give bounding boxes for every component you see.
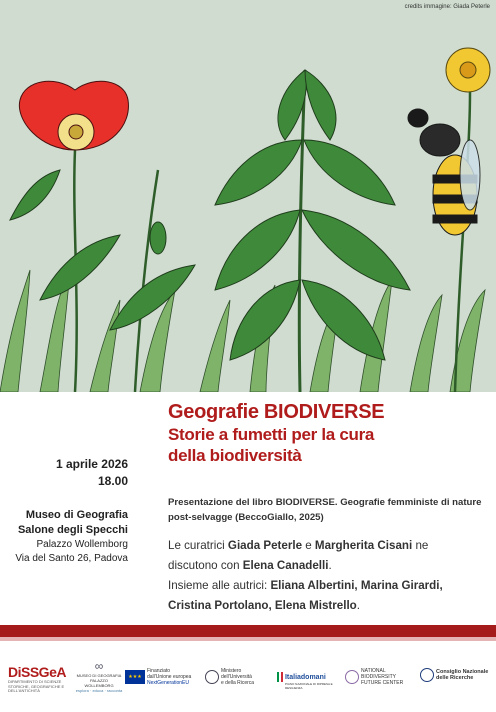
speakers-line-3 (168, 576, 488, 596)
author-names: Cristina Portolano, Elena Mistrello (168, 599, 357, 612)
text: ne (412, 539, 429, 552)
museo-icon: ∞ (94, 659, 104, 673)
museo-geografia-logo (75, 660, 123, 700)
venue-room: Salone degli Specchi (17, 524, 128, 536)
speaker-name: Elena Canadelli (242, 559, 329, 572)
speakers-line-2 (168, 556, 488, 576)
nbfc-line: BIODIVERSITY (361, 674, 397, 680)
author-names: Eliana Albertini, Marina Girardi, (270, 579, 443, 592)
title-line-1: Geografie BIODIVERSE (168, 401, 385, 423)
text: e (302, 539, 315, 552)
mur-logo (205, 668, 275, 708)
text: . (328, 559, 332, 572)
eu-line: Finanziato (147, 668, 171, 674)
cnr-line: delle Ricerche (436, 675, 474, 681)
emblem-icon (205, 670, 219, 684)
eu-flag-icon: ★★★ (125, 670, 145, 684)
eu-logo (125, 668, 195, 708)
italiadomani-name: Italiadomani (284, 673, 326, 681)
event-date: 1 aprile 2026 (55, 457, 128, 471)
venue-name: Museo di Geografia (25, 509, 128, 521)
eu-line: dall'Unione europea (147, 674, 192, 680)
dissgea-subtitle: DIPARTIMENTO DI SCIENZE STORICHE, GEOGRAFICHE E DELL'ANTICHITÀ (8, 679, 65, 693)
event-time: 18.00 (97, 474, 128, 488)
mur-line: e della Ricerca (221, 680, 255, 686)
cnr-icon (420, 668, 434, 682)
image-credit: credits immagine: Giada Peterle (404, 4, 490, 10)
event-venue (15, 508, 128, 566)
title-line-2: Storie a fumetti per la cura (168, 425, 375, 444)
eu-line: NextGenerationEU (147, 680, 189, 686)
italiadomani-sub: PIANO NAZIONALE DI RIPRESA E RESILIENZA (285, 682, 333, 690)
text: Insieme alle autrici: (168, 579, 271, 592)
speakers (168, 536, 488, 616)
title-line-3: della biodiversità (168, 446, 302, 465)
cnr-logo (420, 668, 492, 708)
speakers-line-1 (168, 536, 488, 556)
nbfc-line: FUTURE CENTER (361, 680, 404, 686)
speaker-name: Margherita Cisani (314, 539, 413, 552)
text: Le curatrici (168, 539, 228, 552)
footer-bar-light (0, 637, 496, 641)
mur-line: dell'Università (221, 674, 252, 680)
nbfc-line: NATIONAL (361, 668, 386, 674)
museo-tagline: esplora · educa · racconta (75, 688, 123, 693)
italiadomani-logo (277, 672, 337, 712)
cnr-line: Consiglio Nazionale (436, 669, 489, 675)
presentation-line-2: post-selvagge (BeccoGiallo, 2025) (168, 512, 324, 523)
venue-building: Palazzo Wollemborg (36, 539, 128, 550)
footer-bar (0, 625, 496, 637)
speakers-line-4 (168, 596, 488, 616)
venue-address: Via del Santo 26, Padova (15, 553, 128, 564)
book-presentation (168, 495, 483, 525)
presentation-line-1: Presentazione del libro BIODIVERSE. Geografie femministe di nature (168, 497, 482, 508)
mur-line: Ministero (221, 668, 242, 674)
dissgea-logo: DiSSGeA (8, 664, 66, 680)
event-title (168, 400, 488, 466)
text: discutono con (168, 559, 243, 572)
museo-name: MUSEO DI GEOGRAFIA (76, 673, 122, 678)
text: . (356, 599, 360, 612)
nbfc-icon (345, 670, 359, 684)
event-datetime (56, 456, 128, 490)
nbfc-logo (345, 668, 417, 708)
partner-logos (0, 648, 496, 703)
speaker-name: Giada Peterle (227, 539, 303, 552)
italy-flag-icon (277, 672, 283, 682)
museo-sub: PALAZZO WOLLEMBORG (84, 678, 114, 688)
